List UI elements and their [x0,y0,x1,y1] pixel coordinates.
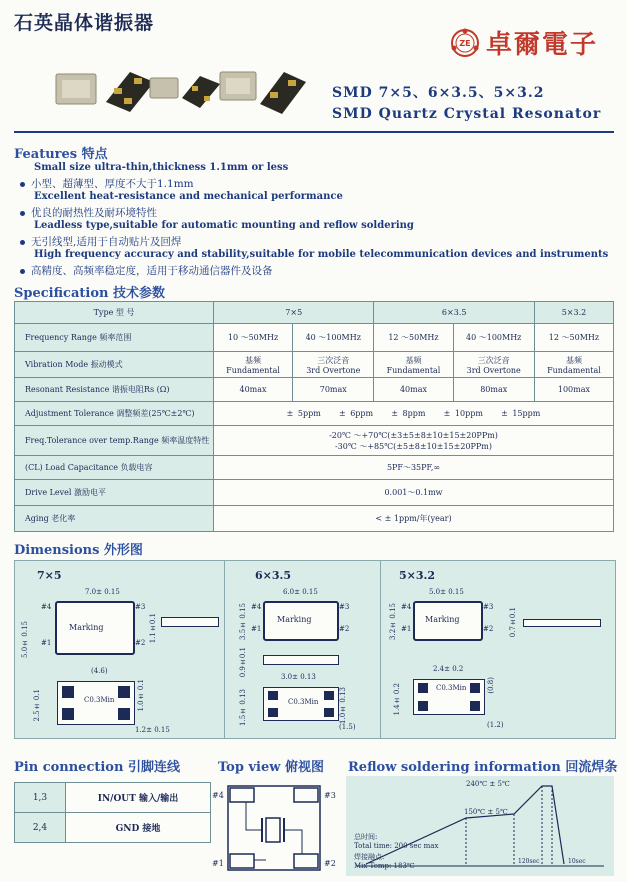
pin-connection-heading: Pin connection 引脚连线 [14,760,180,775]
features-heading: Features 特点 [14,147,108,162]
spec-heading: Specification 技术参数 [14,286,165,301]
package-outline [55,601,135,655]
adj-label: Adjustment Tolerance 调整频差(25℃±2℃) [15,402,214,426]
header-divider [14,131,614,133]
logo-emblem-icon [450,28,480,58]
pad-gap-label: 1.0± 0.13 [339,687,347,724]
drive-label: Drive Level 激励电平 [15,480,214,506]
res-label: Resonant Resistance 谐振电阻Rs (Ω) [15,378,214,402]
pad-height-label: 1.4± 0.2 [393,683,401,716]
side-profile [523,619,601,627]
pin-function: IN/OUT 输入/输出 [66,783,211,813]
bullet-icon [20,269,25,274]
footprint [413,679,485,715]
crystal-6x3-right-icon [182,76,220,108]
reflow-preheat-label: 150℃ ± 5℃ [464,808,508,816]
pin-table [14,782,211,843]
side-profile [263,655,339,665]
crystal-5x3-right-icon [260,72,306,114]
reflow-heading: Reflow soldering information 回流焊条 [348,760,618,775]
pin-label: #1 [401,625,412,633]
mode-cell: 基频 Fundamental [214,352,293,378]
type-5x3-2: 5×3.2 [534,302,613,324]
reflow-panel [346,776,614,876]
footprint [57,681,135,725]
pin-label: #2 [339,625,350,633]
dim-title: 6×3.5 [255,569,292,582]
pin-label: #4 [41,603,52,611]
pin-label: #4 [212,791,224,800]
dim-width-label: 6.0± 0.15 [283,588,318,596]
crystal-7x5-left-icon [56,74,96,104]
mode-cell: 三次泛音 3rd Overtone [453,352,534,378]
type-7x5: 7×5 [214,302,374,324]
temp-label: Freq.Tolerance over temp.Range 频率温度特性 [15,426,214,456]
bullet-icon [20,240,25,245]
reflow-t2-label: 10sec [568,858,586,865]
dim-title: 5×3.2 [399,569,436,582]
type-6x3-5: 6×3.5 [374,302,534,324]
feature-3-en: Leadless type,suitable for automatic mounting and reflow soldering [34,220,414,231]
table-row [15,324,614,352]
marking-label: Marking [425,615,460,624]
bullet-icon [20,182,25,187]
feature-3-cn: 无引线型,适用于自动贴片及回焊 [20,234,181,249]
crystal-6x3-left-icon [150,78,178,98]
freq-cell: 12 ～50MHz [374,324,453,352]
dim-thickness-label: 0.7±0.1 [509,607,517,638]
pin-label: #3 [483,603,494,611]
type-label: Type 型 号 [15,302,214,324]
table-row [15,352,614,378]
pad-gap-label: 1.0± 0.1 [137,679,145,712]
dim-height-label: 5.0± 0.15 [21,621,29,658]
table-row [15,378,614,402]
pad-width-label: 2.4± 0.2 [433,665,464,673]
feature-4-en: High frequency accuracy and stability,suitable for mobile telecommunication devices and instruments [34,249,609,260]
freq-cell: 40 ～100MHz [293,324,374,352]
dim-thickness-label: 1.1±0.1 [149,613,157,644]
dim-height-label: 3.5± 0.15 [239,603,247,640]
pin-label: #2 [483,625,494,633]
feature-2-en: Excellent heat-resistance and mechanical performance [34,191,343,202]
table-row [15,426,614,456]
mix-temp-en: Mix Temp: 183℃ [354,862,415,870]
package-outline [413,601,483,641]
aging-cell: < ± 1ppm/年(year) [214,506,614,532]
dim-width-label: 7.0± 0.15 [85,588,120,596]
company-logo [450,24,598,61]
pad-gap-label: (0.8) [487,677,495,694]
marking-label: Marking [277,615,312,624]
pin-label: #3 [339,603,350,611]
aging-label: Aging 老化率 [15,506,214,532]
freq-label: Frequency Range 频率范围 [15,324,214,352]
pin-label: #1 [251,625,262,633]
pad-height-label: 2.5± 0.1 [33,689,41,722]
total-time-cn: 总时间: [354,833,378,841]
drive-cell: 0.001～0.1mw [214,480,614,506]
pad-x-label: (1.5) [339,723,356,731]
res-cell: 40max [374,378,453,402]
table-row [15,402,614,426]
spec-table [14,301,614,532]
dim-panel-5x3-2 [380,560,616,739]
bullet-icon [20,211,25,216]
pad-height-label: 1.5± 0.13 [239,689,247,726]
page-title: 石英晶体谐振器 [14,12,155,34]
package-outline [263,601,339,641]
dim-title: 7×5 [37,569,62,582]
subtitle-english: SMD Quartz Crystal Resonator [332,106,602,122]
pad-width-label: 3.0± 0.13 [281,673,316,681]
side-profile [161,617,219,627]
chamfer-label: C0.3Min [288,698,319,706]
temp-cell: -20℃ ～+70℃(±3±5±8±10±15±20PPm) -30℃ ～+85℃(±5±8±10±15±20PPm) [214,426,614,456]
dim-thickness-label: 0.9±0.1 [239,647,247,678]
logo-badge: ZE [459,38,471,48]
res-cell: 40max [214,378,293,402]
pin-label: #4 [251,603,262,611]
chamfer-label: C0.3Min [84,696,115,704]
feature-4-cn: 高精度、高频率稳定度，适用于移动通信器件及设备 [20,263,273,278]
subtitle-sizes: SMD 7×5、6×3.5、5×3.2 [332,85,545,101]
table-row [15,506,614,532]
feature-1-cn: 小型、超薄型、厚度不大于1.1mm [20,176,194,191]
load-cell: 5PF～35PF,∞ [214,456,614,480]
res-cell: 80max [453,378,534,402]
feature-2-cn: 优良的耐热性及耐环境特性 [20,205,157,220]
freq-cell: 40 ～100MHz [453,324,534,352]
freq-cell: 12 ～50MHz [534,324,613,352]
logo-text: 卓爾電子 [486,30,599,60]
pin-numbers: 1,3 [15,783,66,813]
crystal-7x5-right-icon [106,72,154,112]
pad-width-label: (4.6) [91,667,108,675]
pad-x-label: 1.2± 0.15 [135,726,170,734]
dim-panel-6x3-5 [224,560,382,739]
mix-temp-cn: 焊接融点: [354,853,385,861]
pin-label: #3 [135,603,146,611]
load-label: (CL) Load Capacitance 负载电容 [15,456,214,480]
pin-label: #2 [324,859,336,868]
reflow-t1-label: 120sec [518,858,540,865]
top-view-heading: Top view 俯视图 [218,760,324,775]
pin-numbers: 2,4 [15,813,66,843]
res-cell: 100max [534,378,613,402]
table-row [15,480,614,506]
product-photos [50,64,310,118]
dimensions-heading: Dimensions 外形图 [14,543,143,558]
marking-label: Marking [69,623,104,632]
reflow-peak-label: 240℃ ± 5℃ [466,780,510,788]
table-row [15,783,211,813]
mode-label: Vibration Mode 振动模式 [15,352,214,378]
top-view-diagram [206,778,342,878]
pin-label: #1 [41,639,52,647]
dim-panel-7x5 [14,560,226,739]
pad-x-label: (1.2) [487,721,504,729]
pin-label: #1 [212,859,224,868]
footprint [263,687,339,721]
adj-cell: ± 5ppm ± 6ppm ± 8ppm ± 10ppm ± 15ppm [214,402,614,426]
crystal-5x3-left-icon [220,72,256,100]
pin-function: GND 接地 [66,813,211,843]
mode-cell: 三次泛音 3rd Overtone [293,352,374,378]
table-row [15,813,211,843]
freq-cell: 10 ～50MHz [214,324,293,352]
table-row [15,456,614,480]
pin-label: #2 [135,639,146,647]
feature-1-en: Small size ultra-thin,thickness 1.1mm or less [34,162,289,173]
chamfer-label: C0.3Min [436,684,467,692]
mode-cell: 基频 Fundamental [534,352,613,378]
dim-width-label: 5.0± 0.15 [429,588,464,596]
pin-label: #3 [324,791,336,800]
pin-label: #4 [401,603,412,611]
dim-height-label: 3.2± 0.15 [389,603,397,640]
mode-cell: 基频 Fundamental [374,352,453,378]
table-row [15,302,614,324]
res-cell: 70max [293,378,374,402]
total-time-en: Total time: 200 sec max [354,842,439,850]
